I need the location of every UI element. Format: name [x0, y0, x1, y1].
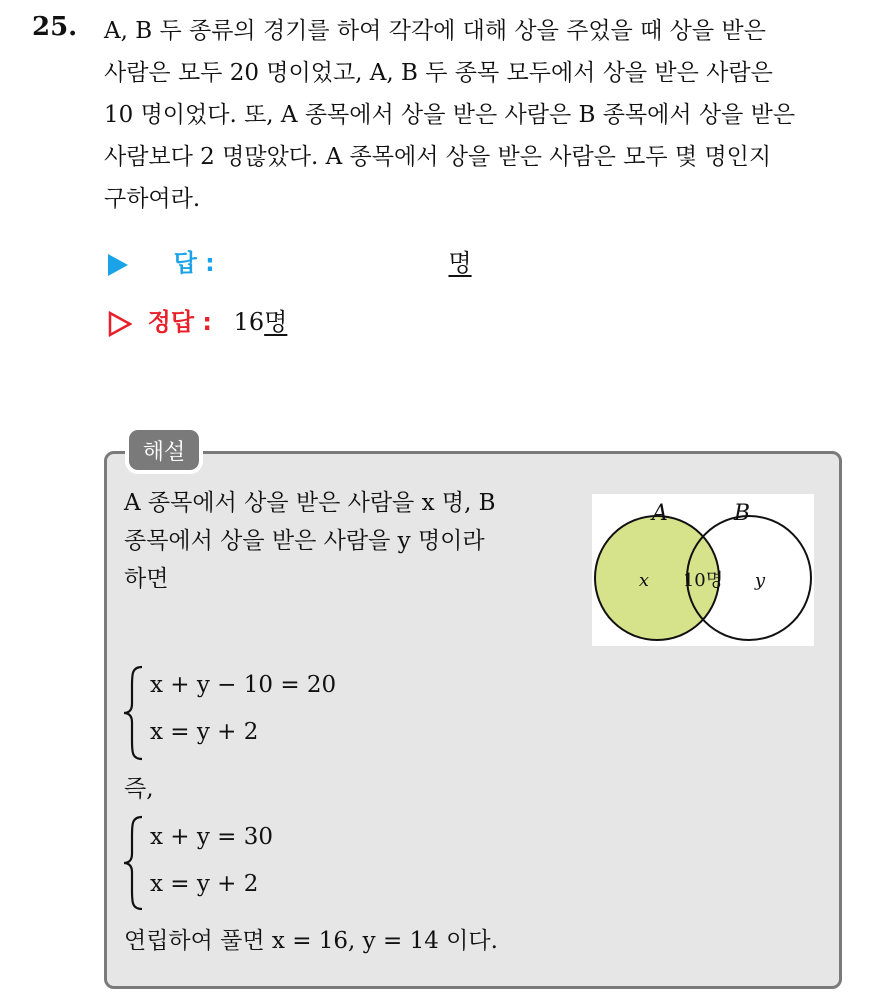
explanation-intro: [124, 484, 574, 598]
connector-text: 즉,: [124, 776, 154, 802]
explanation-tab: 해설: [129, 430, 199, 470]
equation-line: x + y = 30: [150, 824, 274, 850]
venn-set-b-label: B: [733, 501, 751, 526]
equation-system-2: [120, 814, 420, 912]
conclusion-text: 연립하여 풀면 x = 16, y = 14 이다.: [124, 928, 498, 954]
question-number: 25.: [32, 12, 78, 42]
left-brace-icon: [120, 814, 146, 912]
question-line: A, B 두 종류의 경기를 하여 각각에 대해 상을 주었을 때 상을 받은: [104, 18, 766, 44]
play-icon: [108, 254, 128, 276]
venn-a-only-label: x: [638, 570, 650, 591]
equation-system-1: [120, 664, 420, 762]
venn-b-only-label: y: [754, 570, 766, 591]
venn-set-a-label: A: [652, 501, 668, 526]
question-line: 10 명이었다. 또, A 종목에서 상을 받은 사람은 B 종목에서 상을 받은: [104, 102, 796, 128]
answer-row: [108, 243, 472, 279]
correct-answer-unit: 명: [264, 308, 288, 336]
venn-diagram: [592, 494, 814, 646]
play-outline-icon: [108, 311, 132, 337]
question-line: 구하여라.: [104, 186, 201, 212]
question-text: [104, 10, 864, 220]
answer-unit: 명: [448, 249, 472, 277]
explanation-intro-line: A 종목에서 상을 받은 사람을 x 명, B: [124, 490, 496, 516]
explanation-intro-line: 하면: [124, 566, 169, 592]
correct-answer-label: 정답 :: [147, 308, 212, 336]
question-line: 사람보다 2 명많았다. A 종목에서 상을 받은 사람은 모두 몇 명인지: [104, 144, 772, 170]
correct-answer-value: 16: [233, 308, 265, 336]
venn-intersection-label: 10명: [682, 570, 724, 591]
answer-label: 답 :: [173, 249, 215, 277]
equation-line: x + y − 10 = 20: [150, 672, 337, 698]
equation-line: x = y + 2: [150, 871, 259, 897]
correct-answer-row: [108, 302, 287, 338]
equation-line: x = y + 2: [150, 719, 259, 745]
explanation-intro-line: 종목에서 상을 받은 사람을 y 명이라: [124, 528, 485, 554]
left-brace-icon: [120, 664, 146, 762]
question-line: 사람은 모두 20 명이었고, A, B 두 종목 모두에서 상을 받은 사람은: [104, 60, 773, 86]
